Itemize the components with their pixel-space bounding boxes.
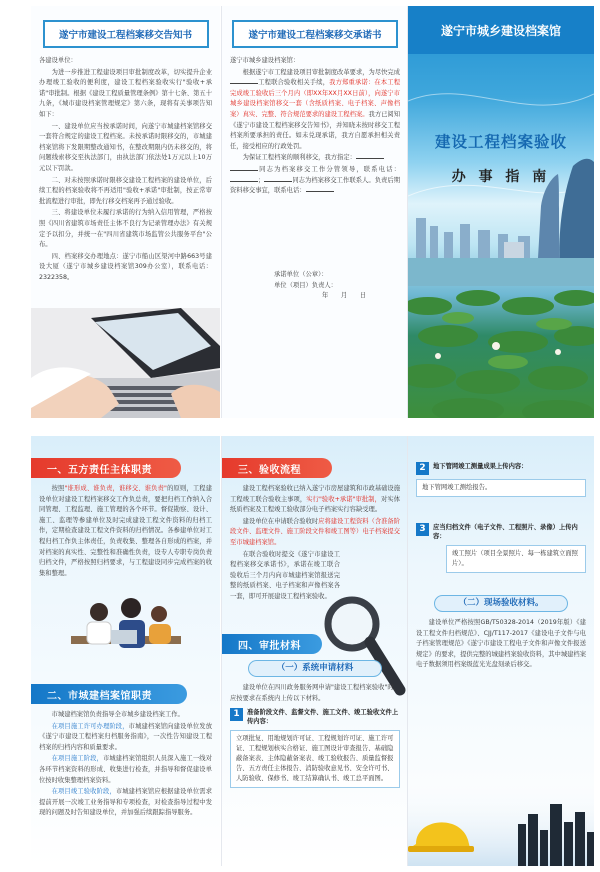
- materials-intro: 建设单位在四川政务服务网申请"建设工程档案验收"时，应按要求在系统内上传以下材料。: [230, 684, 400, 702]
- sign-date: 年 月 日: [322, 292, 367, 300]
- process-body: 建设工程档案验收已纳入遂宁市房屋建筑和市政基础设施工程竣工联合验收主事项，实行"验收+承诺"审批制，对实体纸质档案及工程竣工验收部分电子档案实行容缺受理。 建设单位在申请联合验收时应将建设工程资料（含准备阶段文件、监理文件、施工阶段文件和竣工图等）电子档案提交至市城建档案馆。 在联合验收时提交《遂宁市建设工程档案移交承诺书》，承诺在竣工联合验收后三个月内向市城建档案馆报送完整的纸质档案、电子档案和声像档案各一套，即可开展建设工程档案验收。: [230, 485, 401, 600]
- commitment-body: [222, 56, 408, 197]
- sign-unit: 承诺单位（公章）：: [274, 271, 328, 278]
- cover-panel: [408, 6, 594, 418]
- laptop-icon: [31, 308, 220, 418]
- cover-subtitle: 办 事 指 南: [451, 169, 551, 185]
- item-number: 2: [416, 462, 429, 475]
- item-number: 1: [230, 708, 243, 721]
- notice-body: [31, 56, 220, 283]
- notice-para: 为进一步推进工程建设项目审批制度改革，切实提升企业办理竣工验收的便利度，建设工程档案验收实行"验收+承诺"审批制。根据《建设工程质量管理条例》第十七条、第五十九条，《城市建设档案管理规定》第六条，现将有关事项告知如下：: [39, 68, 212, 118]
- commitment-para: 根据遂宁市工程建设项目审批制度改革要求，为尽快完成工程联合验收相关手续，我方郑重承诺：在本工程完成竣工验收后三个月内（即XX年XX月XX日前），向遂宁市城乡建设档案馆移交一套（含纸质档案、电子档案、声像档案）真实、完整、符合规范要求的建设工程档案。我方已阅知《遂宁市建设工程档案移交告知书》，并知晓未按时移交工程档案所要承担的责任。如未兑现承诺，我方自愿承担相关责任，接受相应的行政处罚。: [230, 68, 401, 150]
- item-card: 地下管网竣工测绘报告。: [416, 479, 586, 497]
- commitment-para: 为保证工程档案的顺利移交，我方指定：: [230, 153, 400, 164]
- section-heading-duties: 一、五方责任主体职责: [31, 458, 181, 478]
- process-panel: [222, 436, 408, 866]
- site-materials-body: 建设单位严格按照GB/T50328-2014（2019年版）《建设工程文件归档规范》、CJJ/T117-2017《建设电子文件与电子档案管理规范》《遂宁市建设工程电子文件和声像文件报送规定》的要求，提供完整的城建档案验收资料，其中城建档案电子数据须用档案级蓝光光盘刻录后移交。: [416, 619, 587, 669]
- section-heading-materials: 四、审批材料: [222, 634, 322, 654]
- archive-duties-body: 市城建档案馆负责指导全市城乡建设档案工作。 在项目施工许可办理阶段，市城建档案馆向建设单位发放《遂宁市建设工程档案归档服务指南》，一次性告知建设工程档案的归档内容和质量要求。 在项目施工阶段，市城建档案馆组织人员深入施工一线对各环节档案资料的形成、收集进行检查，并指导和督促建设单位按时收集整理档案资料。 在项目竣工验收阶段，市城建档案馆应根据建设单位需求提前开展一次竣工业务指导和专项检查，对检查指导过程中发现的问题及时告知建设单位，并加强后续跟踪指导服务。: [39, 711, 213, 817]
- cover-background: [408, 6, 594, 418]
- cover-title: 建设工程档案验收: [434, 133, 567, 151]
- notice-salutation: 各建设单位：: [39, 57, 77, 64]
- notice-para: 一、建设单位应当按承诺时间，向遂宁市城建档案馆移交一套符合规定的建设工程档案。未按承诺时限移交的，市城建档案馆将下发限期整改通知书，在整改期限内仍未移交的，将问题线索移交至执法部门，由执法部门依法处1万元以上10万元以下罚款。: [39, 122, 212, 172]
- item-card: 立项批复、用地规划许可证、工程规划许可证、施工许可证、工程规划核实合格证、施工图设计审查报告、基础隐蔽备案表、主体隐蔽备案表、竣工验收报告、质量监督报告、五方责任主体报告、消防验收意见书、安全许可书、人防验收、保修书、竣工结算确认书、竣工总平面图。: [230, 730, 400, 788]
- material-item-2: [416, 462, 586, 475]
- cover-header: 遂宁市城乡建设档案馆: [440, 24, 561, 38]
- duties-body: 按照"谁形成、谁负责，谁移交、谁负责"的原则，工程建设单位对建设工程档案移交工作负总责，要把归档工作纳入合同管理、工程监理、施工管理的各个环节。督促勘察、设计、施工、监理等参建单位及时完成建设工程文件资料的归档工作，定期检查建设工程文件资料的归档情况。各参建单位对工程归档工作负主体责任，负责收集、整理各自形成的档案，并对档案的真实性、完整性和准确性负责，设专人专职专岗负责归档文件，严格按照归档要求，与工程建设同步完成档案的收集和整理。: [39, 485, 213, 577]
- duties-panel: [31, 436, 220, 866]
- notice-panel: [31, 6, 220, 418]
- sign-leader: 单位（项目）负责人：: [274, 281, 337, 289]
- notice-para: 四、档案移交办理地点：遂宁市船山区渠河中路663号建设大厦（遂宁市城乡建设档案馆309办公室），联系电话：2322358。: [39, 252, 212, 281]
- commitment-salutation: 遂宁市城乡建设档案馆：: [230, 57, 300, 64]
- city-skyline-icon: [408, 774, 594, 866]
- commitment-panel: [222, 6, 408, 418]
- notice-title: 遂宁市建设工程档案移交告知书: [43, 20, 209, 48]
- notice-para: 二、对未按照承诺时限移交建设工程档案的建设单位，后续工程的档案验收将不再适用"验收+承诺"审批制，按正常审批流程进行审批，即先行移交档案再予通过验收。: [39, 176, 212, 205]
- commitment-title: 遂宁市建设工程档案移交承诺书: [232, 20, 398, 48]
- item-title: 地下管网竣工测量成果上传内容：: [433, 463, 528, 470]
- subheading-system-materials: （一）系统申请材料: [248, 660, 382, 677]
- materials-panel: [408, 436, 594, 866]
- blank-line: [230, 83, 258, 84]
- subheading-site-materials: （二）现场验收材料。: [434, 595, 568, 612]
- item-title: 应当归档文件（电子文件、工程照片、录像）上传内容：: [433, 524, 578, 540]
- people-icon: [71, 596, 181, 668]
- notice-para: 三、将建设单位未履行承诺的行为纳入信用管理，严格按照《四川省建筑市场责任主体不良行为记录管理办法》有关规定予以扣分，并统一在"四川省建筑市场监管公共服务平台"公布。: [39, 209, 212, 249]
- section-heading-archive-duties: 二、市城建档案馆职责: [31, 684, 187, 704]
- item-title: 准备阶段文件、监督文件、施工文件、竣工验收文件上传内容：: [247, 709, 399, 726]
- material-item-1: [230, 708, 400, 726]
- section-heading-process: 三、验收流程: [222, 458, 332, 478]
- material-item-3: [416, 523, 586, 541]
- commitment-para: 同志为档案移交工作分管领导，联系电话：； 同志为档案移交工作联系人。负责后期资料移交事宜，联系电话：: [230, 165, 400, 195]
- item-number: 3: [416, 523, 429, 536]
- item-card: 竣工照片（项目全景照片、每一栋建筑立面照片）。: [446, 545, 586, 573]
